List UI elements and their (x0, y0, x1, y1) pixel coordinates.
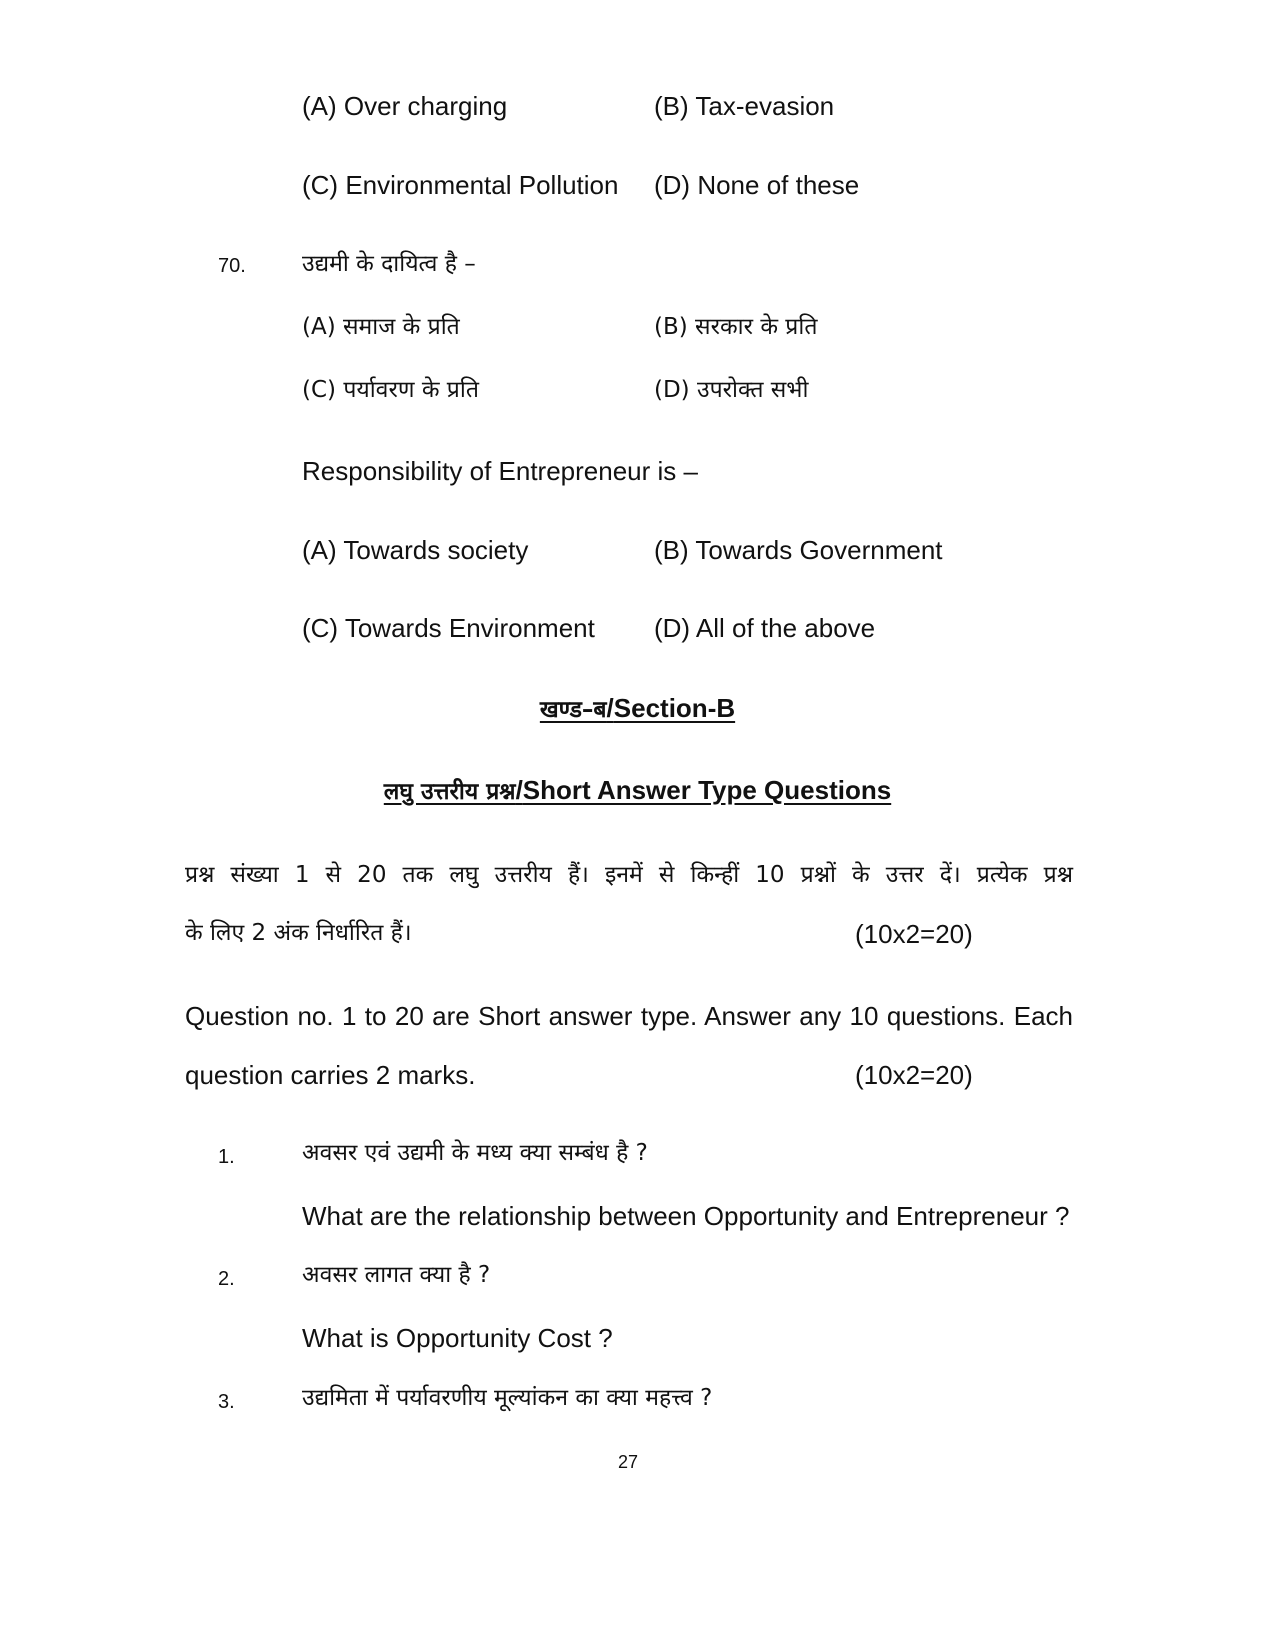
question-1-hindi: अवसर एवं उद्यमी के मध्य क्या सम्बंध है ? (302, 1140, 648, 1166)
q69-option-a: (A) Over charging (302, 91, 508, 121)
q70-hindi-option-c: (C) पर्यावरण के प्रति (302, 377, 479, 403)
instructions-english-line1: Question no. 1 to 20 are Short answer type. Answer any 10 questions. Each (185, 1001, 1073, 1031)
q70-hindi-option-b: (B) सरकार के प्रति (654, 314, 818, 340)
page-number: 27 (618, 1452, 639, 1472)
q69-option-b: (B) Tax-evasion (654, 91, 835, 121)
q69-option-c: (C) Environmental Pollution (302, 170, 619, 200)
q70-english-option-b: (B) Towards Government (654, 535, 943, 565)
question-1-number: 1. (218, 1146, 235, 1168)
subsection-heading-english: Short Answer Type Questions (522, 775, 892, 805)
question-1-english: What are the relationship between Opportunity and Entrepreneur ? (302, 1201, 1070, 1231)
question-2-english: What is Opportunity Cost ? (302, 1323, 613, 1353)
question-2-hindi: अवसर लागत क्या है ? (302, 1262, 491, 1288)
q70-english-option-a: (A) Towards society (302, 535, 529, 565)
q69-option-d: (D) None of these (654, 170, 860, 200)
q70-hindi-question: उद्यमी के दायित्व है – (302, 251, 476, 277)
instructions-english-marks: (10x2=20) (855, 1060, 973, 1090)
question-2-number: 2. (218, 1268, 235, 1290)
section-heading (0, 692, 1275, 724)
instructions-english-line2: question carries 2 marks. (185, 1060, 476, 1090)
question-3-hindi: उद्यमिता में पर्यावरणीय मूल्यांकन का क्या महत्त्व ? (302, 1385, 713, 1411)
q70-hindi-option-a: (A) समाज के प्रति (302, 314, 460, 340)
q70-english-option-c: (C) Towards Environment (302, 613, 595, 643)
section-heading-separator: / (606, 693, 614, 723)
q70-english-option-d: (D) All of the above (654, 613, 876, 643)
section-heading-english: Section-B (613, 693, 736, 723)
q70-hindi-option-d: (D) उपरोक्त सभी (654, 377, 809, 403)
subsection-heading (0, 774, 1275, 806)
subsection-heading-hindi: लघु उत्तरीय प्रश्न (383, 779, 516, 805)
q70-english-question: Responsibility of Entrepreneur is – (302, 456, 698, 486)
instructions-hindi-marks: (10x2=20) (855, 919, 973, 949)
instructions-hindi-line2: के लिए 2 अंक निर्धारित हैं। (185, 920, 412, 946)
section-heading-hindi: खण्ड–ब (539, 697, 607, 723)
subsection-heading-separator: / (515, 775, 523, 805)
q70-number: 70. (218, 255, 246, 277)
instructions-hindi-line1: प्रश्न संख्या 1 से 20 तक लघु उत्तरीय हैं। इनमें से किन्हीं 10 प्रश्नों के उत्तर दें। प्रत्येक प्रश्न (185, 862, 1073, 888)
question-3-number: 3. (218, 1391, 235, 1413)
